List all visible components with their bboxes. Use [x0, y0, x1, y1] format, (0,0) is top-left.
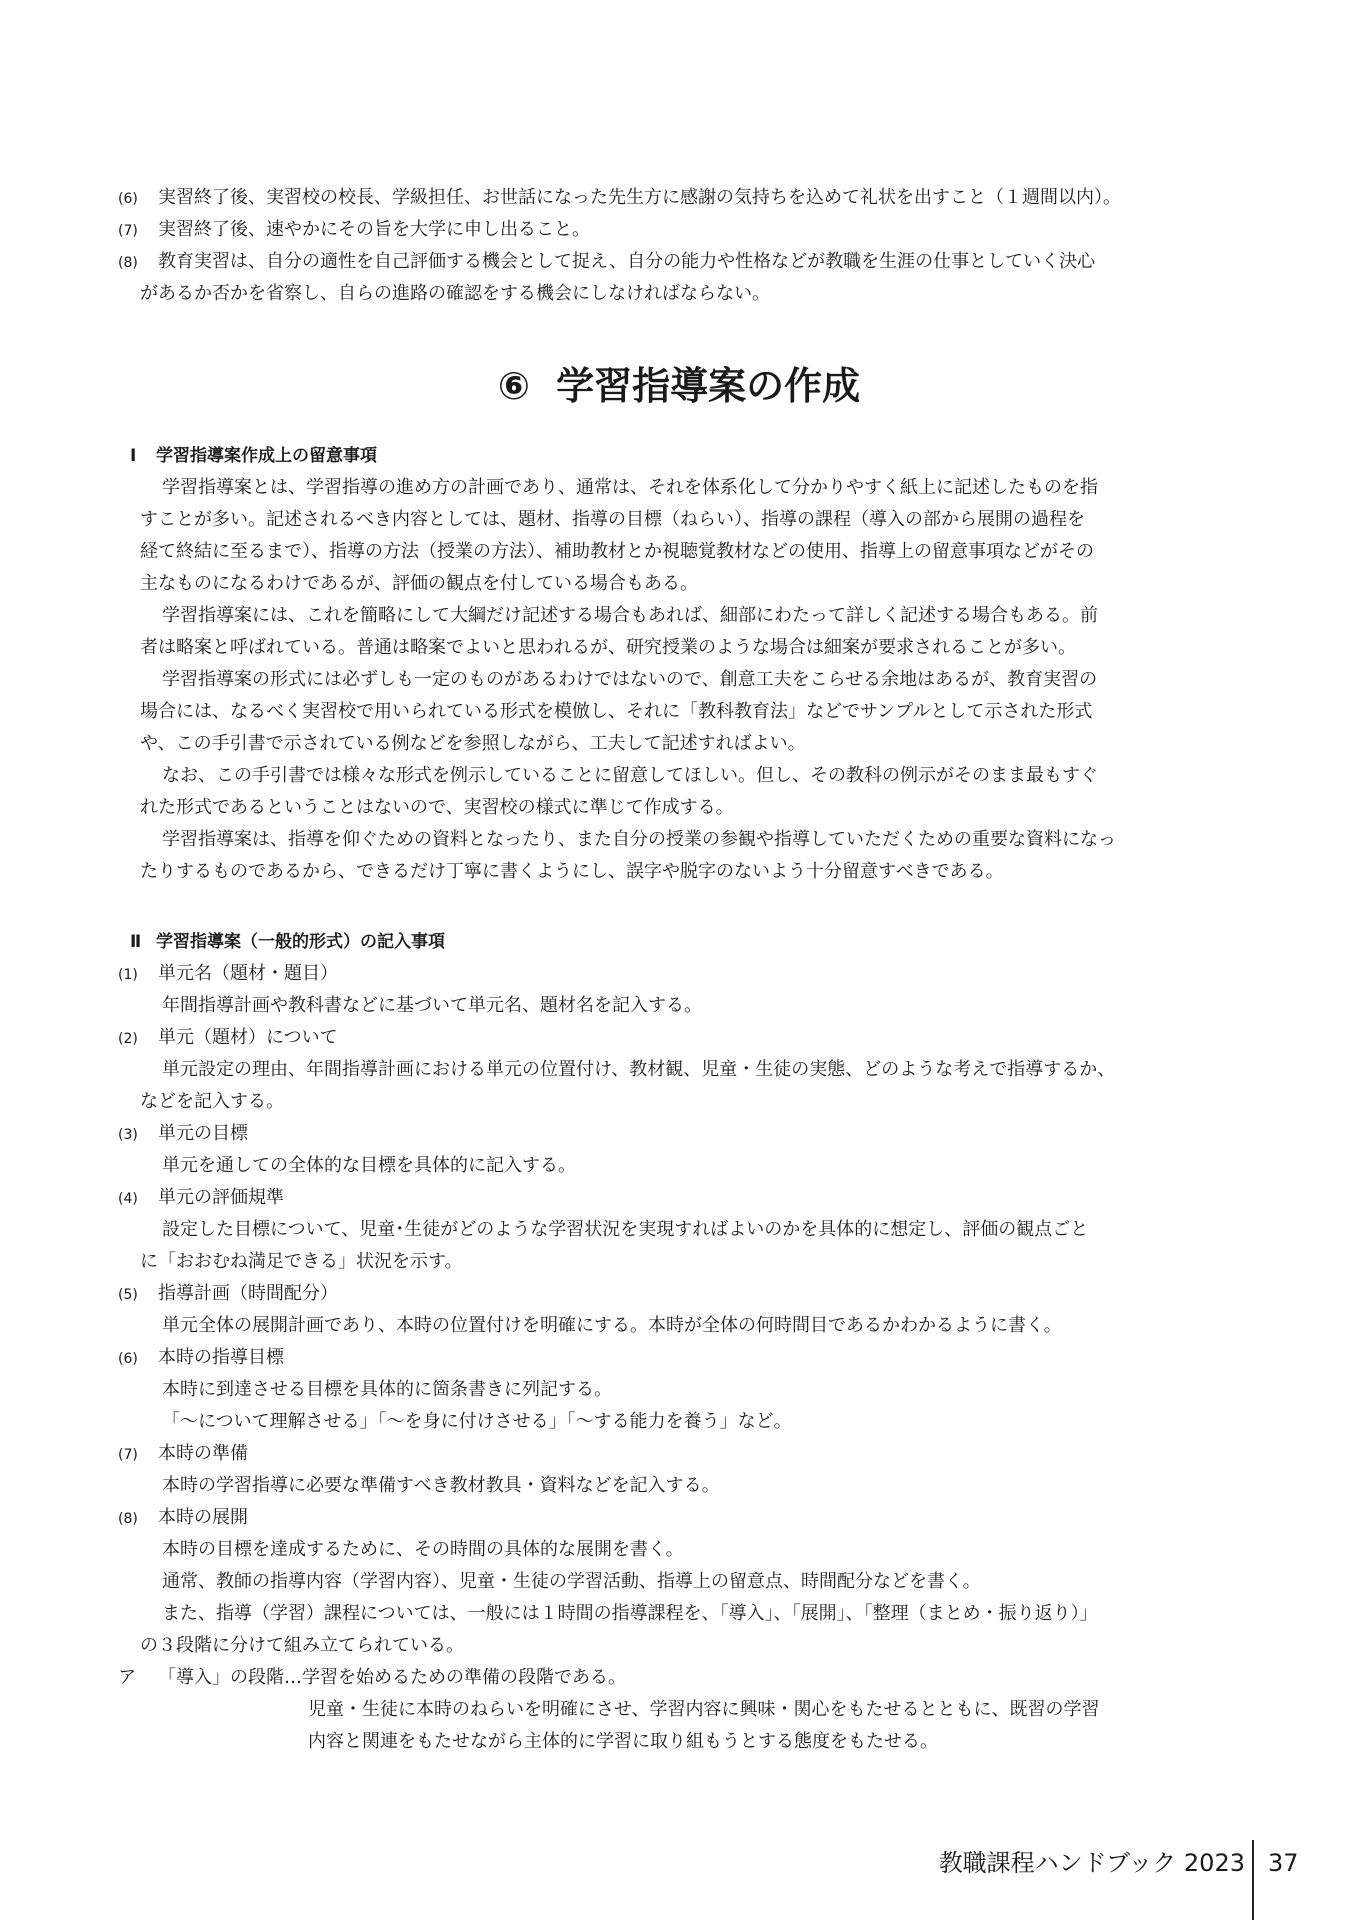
part1-line: 学習指導案には、これを簡略にして大綱だけ記述する場合もあれば、細部にわたって詳しく記述する場合もある。前 [162, 605, 1098, 626]
page-number: 37 [1268, 1849, 1299, 1877]
part2-item-title: (5) 指導計画（時間配分） [118, 1283, 338, 1304]
part2-heading: Ⅱ 学習指導案（一般的形式）の記入事項 [130, 932, 445, 952]
part1-line: れた形式であるということはないので、実習校の様式に準じて作成する。 [140, 797, 734, 818]
part2-item-line: 本時の学習指導に必要な準備すべき教材教具・資料などを記入する。 [162, 1475, 720, 1496]
footer-title: 教職課程ハンドブック 2023 [938, 1849, 1245, 1877]
part1-line: や、この手引書で示されている例などを参照しながら、工夫して記述すればよい。 [140, 733, 806, 754]
part2-item-title: (3) 単元の目標 [118, 1123, 248, 1144]
part2-item-line: 通常、教師の指導内容（学習内容）、児童・生徒の学習活動、指導上の留意点、時間配分などを書く。 [162, 1571, 981, 1592]
part1-line: なお、この手引書では様々な形式を例示していることに留意してほしい。但し、その教科の例示がそのまま最もすぐ [162, 765, 1098, 786]
top-item-7: (7) 実習終了後、速やかにその旨を大学に申し出ること。 [118, 219, 590, 240]
part2-sub-title: ア 「導入」の段階…学習を始めるための準備の段階である。 [118, 1667, 626, 1688]
part2-item-line: に「おおむね満足できる」状況を示す。 [140, 1251, 463, 1272]
part2-item-line: 単元全体の展開計画であり、本時の位置付けを明確にする。本時が全体の何時間目であるかわかるように書く。 [162, 1315, 1062, 1336]
part2-item-line: 本時に到達させる目標を具体的に箇条書きに列記する。 [162, 1379, 612, 1400]
part2-item-title: (2) 単元（題材）について [118, 1027, 338, 1048]
part1-line: 主なものになるわけであるが、評価の観点を付している場合もある。 [140, 573, 698, 594]
part1-line: すことが多い。記述されるべき内容としては、題材、指導の目標（ねらい）、指導の課程（導入の部から展開の過程を [140, 509, 1085, 530]
section-title: ⑥ 学習指導案の作成 [497, 364, 861, 408]
part2-item-title: (8) 本時の展開 [118, 1507, 248, 1528]
part2-item-line: 設定した目標について、児童･生徒がどのような学習状況を実現すればよいのかを具体的に想定し、評価の観点ごと [162, 1219, 1089, 1240]
part1-heading: Ⅰ 学習指導案作成上の留意事項 [130, 446, 377, 466]
part2-item-line: 年間指導計画や教科書などに基づいて単元名、題材名を記入する。 [162, 995, 702, 1016]
footer-divider [1252, 1840, 1254, 1920]
part2-item-title: (6) 本時の指導目標 [118, 1347, 284, 1368]
part1-line: 学習指導案は、指導を仰ぐための資料となったり、また自分の授業の参観や指導していただくための重要な資料になっ [162, 829, 1116, 850]
part2-item-line: また、指導（学習）課程については、一般には１時間の指導課程を、「導入」、「展開」、「整理（まとめ・振り返り）」 [162, 1603, 1098, 1624]
part2-item-line: 単元設定の理由、年間指導計画における単元の位置付け、教材観、児童・生徒の実態、どのような考えで指導するか、 [162, 1059, 1116, 1080]
part2-sub-line: 内容と関連をもたせながら主体的に学習に取り組もうとする態度をもたせる。 [308, 1731, 938, 1752]
part1-line: 者は略案と呼ばれている。普通は略案でよいと思われるが、研究授業のような場合は細案が要求されることが多い。 [140, 637, 1076, 658]
part2-item-line: 「～について理解させる」「～を身に付けさせる」「～する能力を養う」など。 [162, 1411, 792, 1432]
part1-line: 経て終結に至るまで）、指導の方法（授業の方法）、補助教材とか視聴覚教材などの使用、指導上の留意事項などがその [140, 541, 1094, 562]
part2-item-title: (1) 単元名（題材・題目） [118, 963, 338, 984]
part1-line: 学習指導案とは、学習指導の進め方の計画であり、通常は、それを体系化して分かりやすく紙上に記述したものを指 [162, 477, 1098, 498]
part1-line: たりするものであるから、できるだけ丁寧に書くようにし、誤字や脱字のないよう十分留意すべきである。 [140, 861, 1004, 882]
part2-item-line: 本時の目標を達成するために、その時間の具体的な展開を書く。 [162, 1539, 684, 1560]
part1-line: 学習指導案の形式には必ずしも一定のものがあるわけではないので、創意工夫をこらせる余地はあるが、教育実習の [162, 669, 1098, 690]
top-item-8: (8) 教育実習は、自分の適性を自己評価する機会として捉え、自分の能力や性格などが教職を生涯の仕事としていく決心 [118, 251, 1096, 272]
top-item-6: (6) 実習終了後、実習校の校長、学級担任、お世話になった先生方に感謝の気持ちを込めて礼状を出すこと（１週間以内）。 [118, 187, 1121, 208]
part2-item-title: (4) 単元の評価規準 [118, 1187, 284, 1208]
part2-item-line: 単元を通しての全体的な目標を具体的に記入する。 [162, 1155, 576, 1176]
part1-line: 場合には、なるべく実習校で用いられている形式を模倣し、それに「教科教育法」などでサンプルとして示された形式 [140, 701, 1093, 722]
part2-sub-line: 児童・生徒に本時のねらいを明確にさせ、学習内容に興味・関心をもたせるとともに、既習の学習 [308, 1699, 1100, 1720]
part2-item-line: の３段階に分けて組み立てられている。 [140, 1635, 464, 1656]
top-item-8-cont: があるか否かを省察し、自らの進路の確認をする機会にしなければならない。 [140, 283, 770, 304]
part2-item-line: などを記入する。 [140, 1091, 284, 1112]
part2-item-title: (7) 本時の準備 [118, 1443, 248, 1464]
